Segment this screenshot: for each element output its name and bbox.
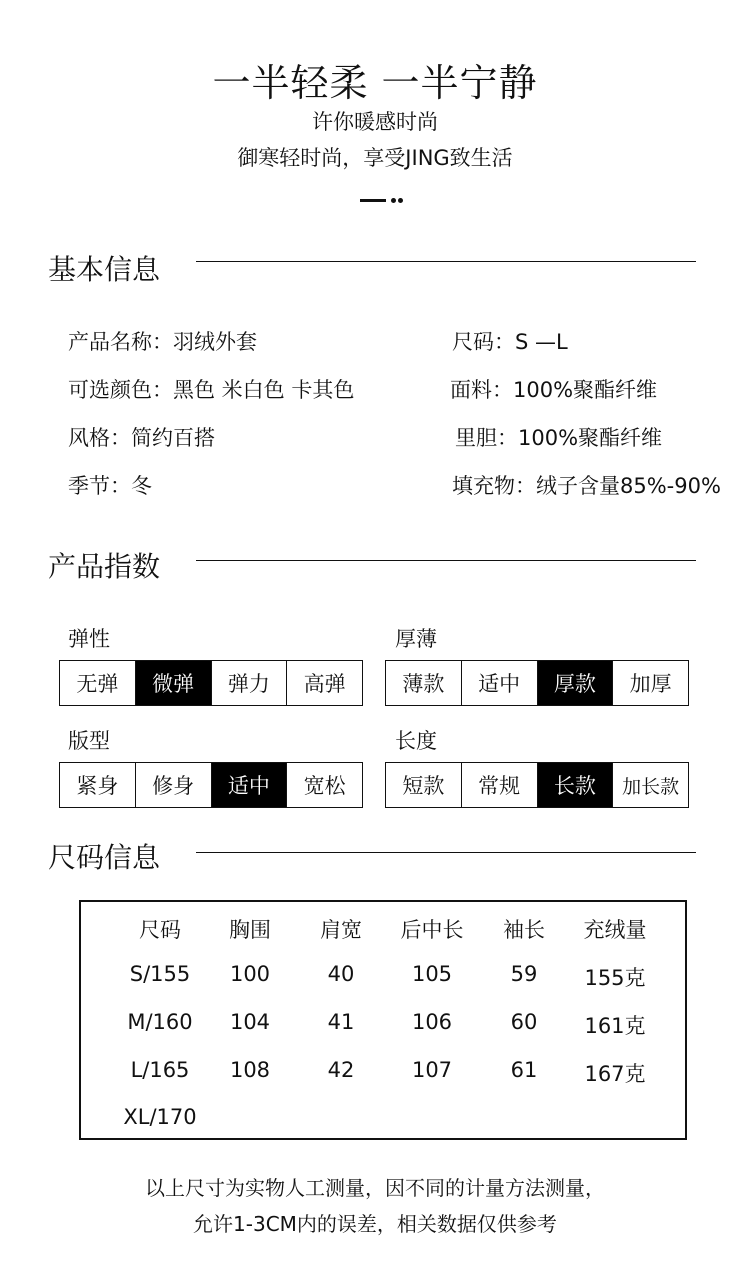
size-table-header: 肩宽: [320, 918, 362, 942]
index-option: 适中: [462, 661, 538, 705]
size-table: [79, 900, 687, 1140]
size-table-cell: 107: [411, 1058, 453, 1082]
info-lining: 里胆：100%聚酯纤维: [455, 426, 663, 450]
size-table-cell: L/165: [130, 1058, 190, 1082]
size-table-header: 胸围: [229, 918, 271, 942]
size-table-cell: 59: [510, 962, 538, 986]
index-option: 微弹: [136, 661, 212, 705]
size-table-header: 尺码: [139, 918, 181, 942]
index-option: 紧身: [60, 763, 136, 807]
index-scale-fit: [59, 762, 363, 808]
subtitle-line-2: 御寒轻时尚，享受JING致生活: [237, 146, 513, 170]
section-divider: [196, 560, 696, 561]
index-option: 加长款: [622, 775, 680, 798]
info-style: 风格：简约百搭: [68, 426, 215, 450]
info-fabric: 面料：100%聚酯纤维: [450, 378, 658, 402]
index-scale-elasticity: [59, 660, 363, 706]
size-table-header: 充绒量: [583, 918, 647, 942]
info-product-name: 产品名称：羽绒外套: [68, 330, 257, 354]
index-option: 修身: [136, 763, 212, 807]
size-table-cell: 42: [327, 1058, 355, 1082]
info-filling: 填充物：绒子含量85%-90%: [452, 474, 721, 498]
index-option: 加厚: [629, 672, 672, 696]
index-label-fit: 版型: [68, 729, 110, 753]
measurement-note-line-1: 以上尺寸为实物人工测量，因不同的计量方法测量，: [145, 1176, 605, 1200]
size-table-cell: 104: [229, 1010, 271, 1034]
index-scale-length: [385, 762, 689, 808]
section-title-product-index: 产品指数: [48, 550, 161, 583]
size-table-header: 后中长: [400, 918, 464, 942]
index-option: 弹力: [212, 661, 288, 705]
size-table-cell: 61: [510, 1058, 538, 1082]
size-table-cell: 100: [229, 962, 271, 986]
size-table-cell: M/160: [127, 1010, 193, 1034]
size-table-cell: 155克: [584, 966, 646, 990]
index-label-length: 长度: [395, 729, 437, 753]
index-option: 长款: [538, 763, 614, 807]
measurement-note-line-2: 允许1-3CM内的误差，相关数据仅供参考: [193, 1212, 557, 1236]
size-table-cell: 60: [510, 1010, 538, 1034]
index-option: 适中: [212, 763, 288, 807]
index-option: 常规: [462, 763, 538, 807]
index-option: 短款: [386, 763, 462, 807]
index-option: 薄款: [386, 661, 462, 705]
decorative-divider: [360, 196, 404, 206]
size-table-cell: S/155: [129, 962, 191, 986]
index-label-thickness: 厚薄: [395, 627, 437, 651]
info-colors: 可选颜色：黑色 米白色 卡其色: [68, 378, 355, 402]
size-table-cell: XL/170: [123, 1105, 197, 1129]
size-table-cell: 108: [229, 1058, 271, 1082]
info-season: 季节：冬: [68, 474, 152, 498]
section-divider: [196, 261, 696, 262]
index-scale-thickness: [385, 660, 689, 706]
section-divider: [196, 852, 696, 853]
size-table-cell: 161克: [584, 1014, 646, 1038]
section-title-size-info: 尺码信息: [48, 841, 161, 874]
size-table-header: 袖长: [503, 918, 545, 942]
size-table-cell: 41: [327, 1010, 355, 1034]
size-table-cell: 167克: [584, 1062, 646, 1086]
size-table-cell: 105: [411, 962, 453, 986]
index-option: 高弹: [303, 672, 346, 696]
section-title-basic-info: 基本信息: [48, 253, 161, 286]
index-option: 无弹: [60, 661, 136, 705]
index-option: 宽松: [303, 774, 346, 798]
size-table-cell: 40: [327, 962, 355, 986]
info-size: 尺码：S —L: [452, 330, 568, 354]
index-label-elasticity: 弹性: [68, 627, 110, 651]
size-table-cell: 106: [411, 1010, 453, 1034]
subtitle-line-1: 许你暖感时尚: [312, 110, 438, 134]
page-title: 一半轻柔 一半宁静: [212, 61, 538, 105]
index-option: 厚款: [538, 661, 614, 705]
